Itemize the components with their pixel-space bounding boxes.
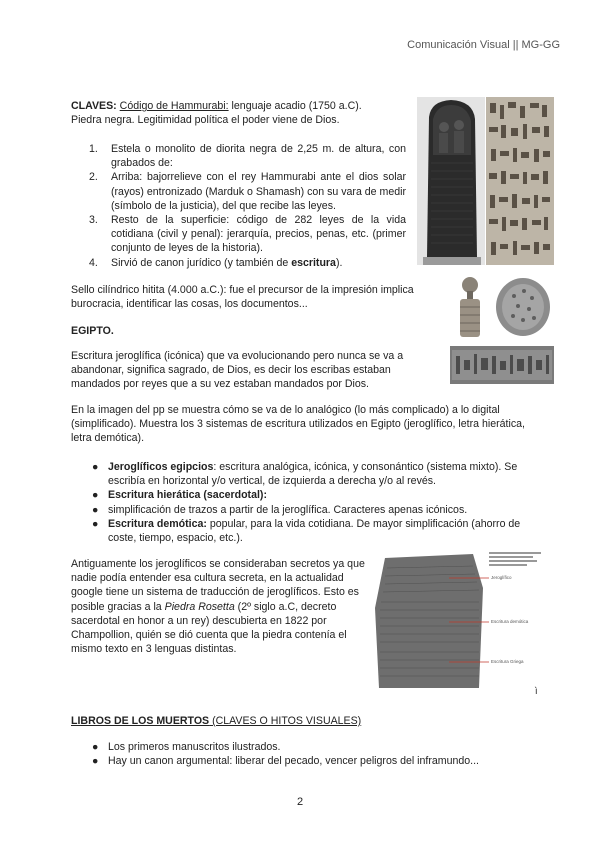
- egipto-title: EGIPTO.: [71, 325, 114, 337]
- cylinder-seal-icon: [450, 273, 490, 341]
- seal-roll-icon: [450, 346, 554, 384]
- list-item: ● Escritura demótica: popular, para la vida cotidiana. De mayor simplificación (ahorro de coste, tiempo, espacio, etc.).: [92, 517, 521, 545]
- egipto-paragraph: Escritura jeroglífica (icónica) que va evolucionando pero nunca se va a abandonar, significa sagrado, de Dios, es decir los escribas estaban mandados por reyes que a su vez estaban mandados por Dios.: [71, 350, 404, 391]
- seal-impression-icon: [494, 276, 552, 338]
- page-header: Comunicación Visual || MG-GG: [407, 39, 560, 51]
- rosetta-italic: Piedra Rosetta: [164, 600, 235, 613]
- claves-line2: Piedra negra. Legitimidad política el poder viene de Dios.: [71, 114, 340, 127]
- cuneiform-icon: [486, 97, 554, 265]
- svg-text:ì: ì: [535, 687, 538, 697]
- claves-rest: lenguaje acadio (1750 a.C).: [228, 100, 362, 112]
- hammurabi-code-link: Código de Hammurabi:: [119, 100, 229, 112]
- bullet-icon: ●: [92, 489, 99, 502]
- rosetta-label-greek: Escritura Griega: [491, 659, 524, 664]
- list-item: ● simplificación de trazos a partir de la jeroglífica. Caracteres apenas icónicos.: [92, 503, 468, 516]
- bullet-icon: ●: [92, 741, 99, 753]
- list-item: 2. Arriba: bajorrelieve con el rey Hammurabi ante el dios solar (rayos) entronizado (Marduk o Shamash) con su vara de medir (símbolo de la justicia), del que recibe las leyes.: [89, 171, 406, 212]
- libros-title: LIBROS DE LOS MUERTOS (CLAVES O HITOS VISUALES): [71, 715, 362, 727]
- bullet-icon: ●: [92, 755, 99, 768]
- list-item: 4. Sirvió de canon jurídico (y también de escritura).: [89, 256, 343, 269]
- list-item: ● Los primeros manuscritos ilustrados.: [92, 741, 281, 753]
- rosetta-label-hieroglyphic: Jeroglífico: [491, 575, 512, 580]
- libros-list: [89, 740, 535, 768]
- analog-paragraph: En la imagen del pp se muestra cómo se va de lo analógico (lo más complicado) a lo digital (simplificado). Muestra los 3 sistemas de escritura utilizados en Egipto (jeroglífico, letra hierática, letra demótica).: [71, 404, 525, 445]
- cylinder-seal-photo: [450, 273, 490, 341]
- list-item: 3. Resto de la superficie: código de 282 leyes de la vida cotidiana (civil y penal): jerarquía, precios, penas, etc. (primer conjunto de leyes de la historia).: [89, 214, 406, 255]
- writing-systems-list: [89, 460, 535, 545]
- list-item: ● Escritura hierática (sacerdotal):: [92, 489, 267, 502]
- list-item: 1. Estela o monolito de diorita negra de 2,25 m. de altura, con grabados de:: [89, 143, 406, 170]
- seal-impression-photo: [494, 276, 552, 338]
- list-item: ● Hay un canon argumental: liberar del pecado, vencer peligros del inframundo...: [92, 755, 479, 768]
- sello-paragraph: Sello cilíndrico hitita (4.000 a.C.): fue el precursor de la impresión implica burocracia, identificar las cosas, los documentos...: [71, 284, 414, 311]
- claves-label: CLAVES:: [71, 100, 117, 112]
- page-number: 2: [296, 796, 304, 808]
- hammurabi-stele-photo: [417, 97, 485, 265]
- bullet-icon: ●: [92, 517, 99, 530]
- cuneiform-closeup-photo: [486, 97, 554, 265]
- hammurabi-list: [89, 142, 406, 270]
- seal-roll-photo: [450, 346, 554, 384]
- claves-paragraph: [71, 99, 408, 127]
- stele-icon: [417, 97, 485, 265]
- rosetta-paragraph: Antiguamente los jeroglíficos se consideraban secretos ya que nadie podía entender esa cultura secreta, en la actualidad google tiene un sistema de traducción de jeroglíficos. Esto es posible gracias a la Piedra Rosetta (2º siglo a.C, decreto sacerdotal en honor a un rey) descubierta en 1822 por Champollion, quién se dió cuenta que la piedra contenía el mismo texto en 3 lenguas distintas.: [71, 558, 365, 656]
- bullet-icon: ●: [92, 461, 99, 473]
- list-item: ● Jeroglíficos egipcios: escritura analógica, icónica, y consonántico (sistema mixto). Se escribía en horizontal y/o vertical, de izquierda a derecha y/o al revés.: [92, 461, 518, 488]
- rosetta-stone-photo: [365, 548, 555, 698]
- rosetta-label-demotic: Escritura demótica: [491, 619, 529, 624]
- bullet-icon: ●: [92, 503, 99, 516]
